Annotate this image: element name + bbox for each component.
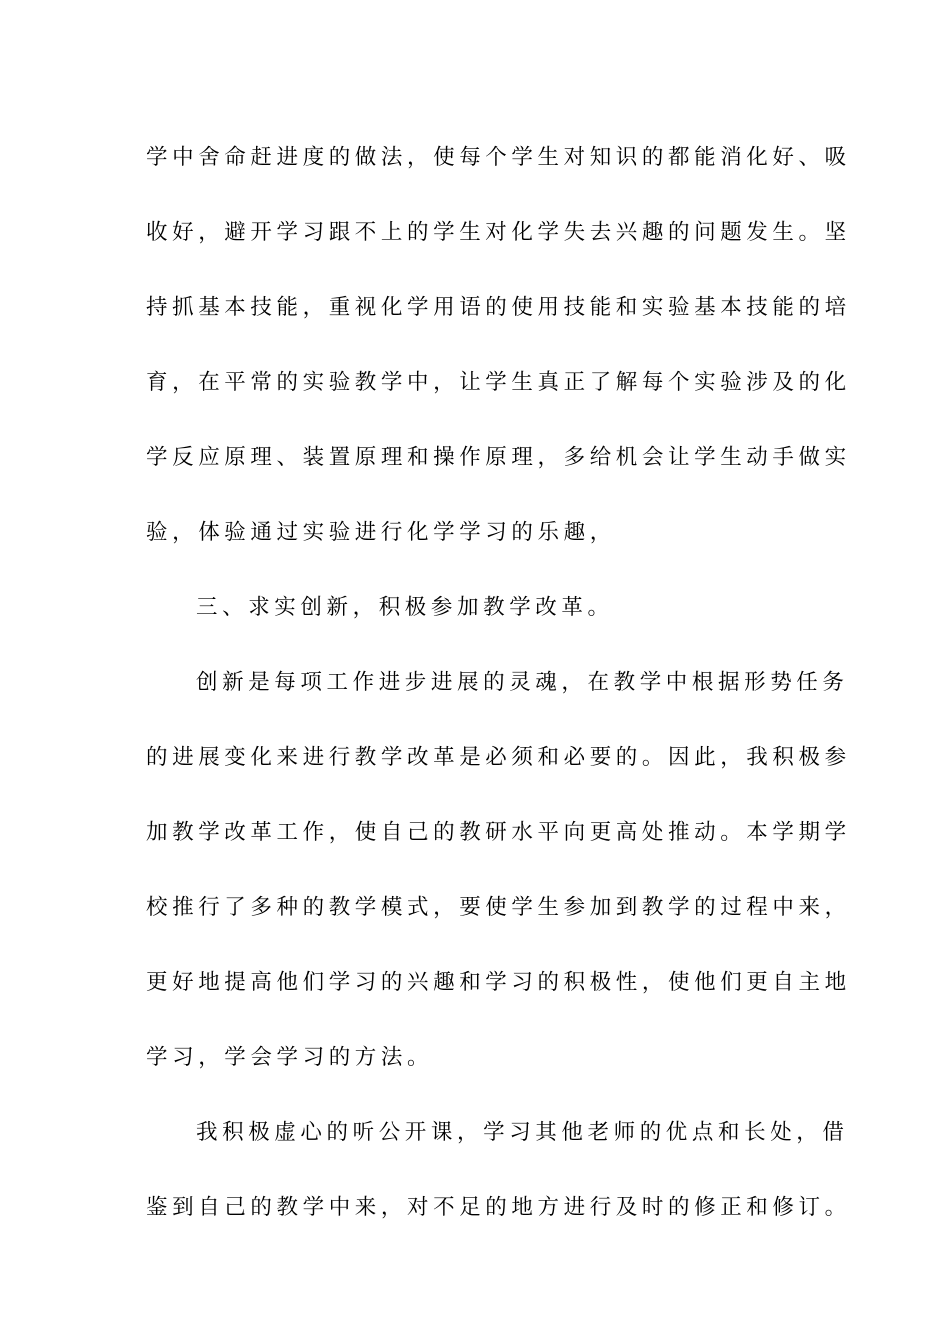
text-line: 验，体验通过实验进行化学学习的乐趣， bbox=[146, 520, 616, 545]
text-line: 加教学改革工作，使自己的教研水平向更高处推动。本学期学 bbox=[146, 820, 851, 845]
text-line: 收好，避开学习跟不上的学生对化学失去兴趣的问题发生。坚 bbox=[146, 220, 851, 245]
text-line: 鉴到自己的教学中来，对不足的地方进行及时的修正和修订。 bbox=[146, 1195, 851, 1220]
body-text bbox=[146, 120, 851, 1245]
text-line: 持抓基本技能，重视化学用语的使用技能和实验基本技能的培 bbox=[146, 295, 851, 320]
text-line: 的进展变化来进行教学改革是必须和必要的。因此，我积极参 bbox=[146, 745, 851, 770]
text-line: 创新是每项工作进步进展的灵魂，在教学中根据形势任务 bbox=[196, 670, 849, 695]
text-line: 学反应原理、装置原理和操作原理，多给机会让学生动手做实 bbox=[146, 445, 851, 470]
section-heading: 三、求实创新，积极参加教学改革。 bbox=[196, 595, 614, 620]
text-line: 育，在平常的实验教学中，让学生真正了解每个实验涉及的化 bbox=[146, 370, 851, 395]
text-line: 学中舍命赶进度的做法，使每个学生对知识的都能消化好、吸 bbox=[146, 145, 851, 170]
text-line: 校推行了多种的教学模式，要使学生参加到教学的过程中来， bbox=[146, 895, 851, 920]
text-line: 学习，学会学习的方法。 bbox=[146, 1045, 434, 1070]
text-line: 更好地提高他们学习的兴趣和学习的积极性，使他们更自主地 bbox=[146, 970, 851, 995]
text-line: 我积极虚心的听公开课，学习其他老师的优点和长处，借 bbox=[196, 1120, 849, 1145]
